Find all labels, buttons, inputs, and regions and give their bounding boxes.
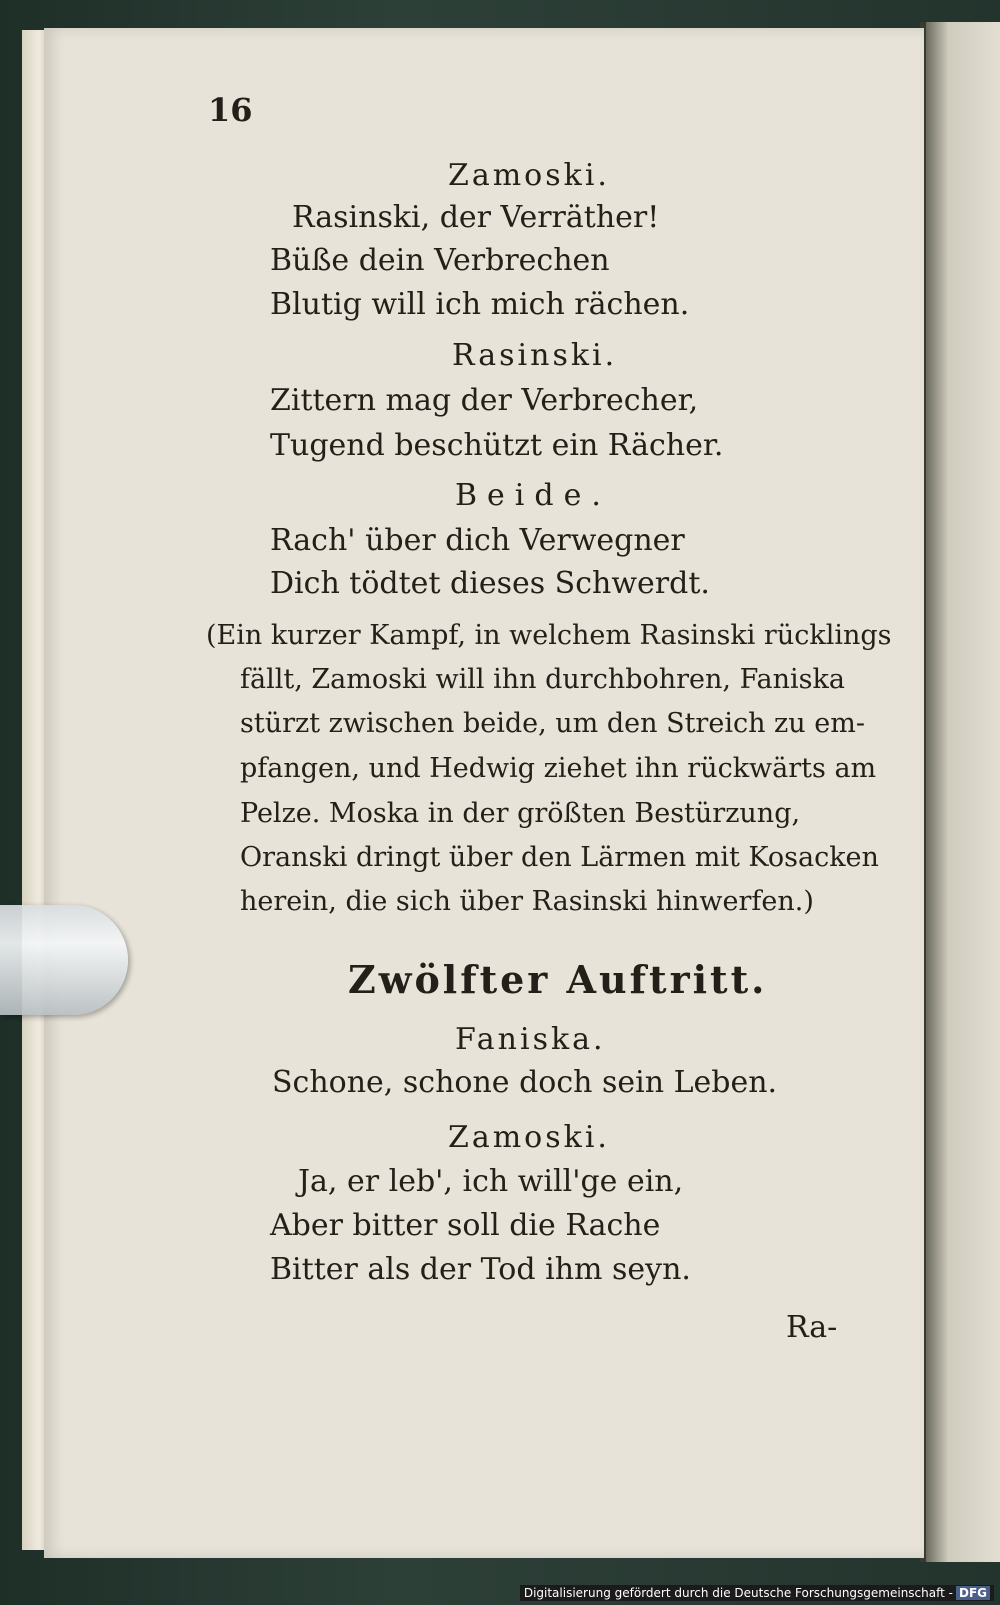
- speaker-name: Zamoski.: [448, 158, 610, 193]
- verse-line: Rasinski, der Verräther!: [292, 200, 660, 235]
- scene-heading: Zwölfter Auftritt.: [348, 957, 768, 1002]
- stage-direction-line: Oranski dringt über den Lärmen mit Kosacken: [240, 842, 879, 873]
- verse-line: Schone, schone doch sein Leben.: [272, 1065, 778, 1100]
- verse-line: Zittern mag der Verbrecher,: [270, 383, 699, 418]
- verse-line: Rach' über dich Verwegner: [270, 523, 685, 558]
- digitization-credit: [520, 1585, 994, 1601]
- verse-line: Tugend beschützt ein Rächer.: [270, 428, 724, 463]
- page-number: 16: [208, 91, 253, 129]
- dfg-logo: DFG: [956, 1586, 990, 1600]
- stage-direction-line: fällt, Zamoski will ihn durchbohren, Faniska: [240, 664, 845, 695]
- credit-text: Digitalisierung gefördert durch die Deutsche Forschungsgemeinschaft -: [523, 1586, 953, 1600]
- stage-direction-line: (Ein kurzer Kampf, in welchem Rasinski rücklings: [206, 620, 892, 651]
- verse-line: Dich tödtet dieses Schwerdt.: [270, 566, 710, 601]
- verse-line: Blutig will ich mich rächen.: [270, 287, 690, 322]
- verse-line: Aber bitter soll die Rache: [270, 1208, 661, 1243]
- verse-line: Ja, er leb', ich will'ge ein,: [298, 1164, 684, 1199]
- speaker-name: Rasinski.: [452, 338, 618, 373]
- verse-line: Bitter als der Tod ihm seyn.: [270, 1252, 691, 1287]
- stage-direction-line: herein, die sich über Rasinski hinwerfen.): [240, 886, 814, 917]
- stage-direction-line: stürzt zwischen beide, um den Streich zu em-: [240, 708, 865, 739]
- speaker-name: Faniska.: [455, 1022, 606, 1057]
- stage-direction-line: Pelze. Moska in der größten Bestürzung,: [240, 798, 801, 829]
- verse-line: Büße dein Verbrechen: [270, 243, 610, 278]
- stage-direction-line: pfangen, und Hedwig ziehet ihn rückwärts am: [240, 753, 877, 784]
- speaker-name: Beide.: [455, 478, 611, 513]
- catchword: Ra-: [786, 1310, 838, 1345]
- speaker-name: Zamoski.: [448, 1120, 610, 1155]
